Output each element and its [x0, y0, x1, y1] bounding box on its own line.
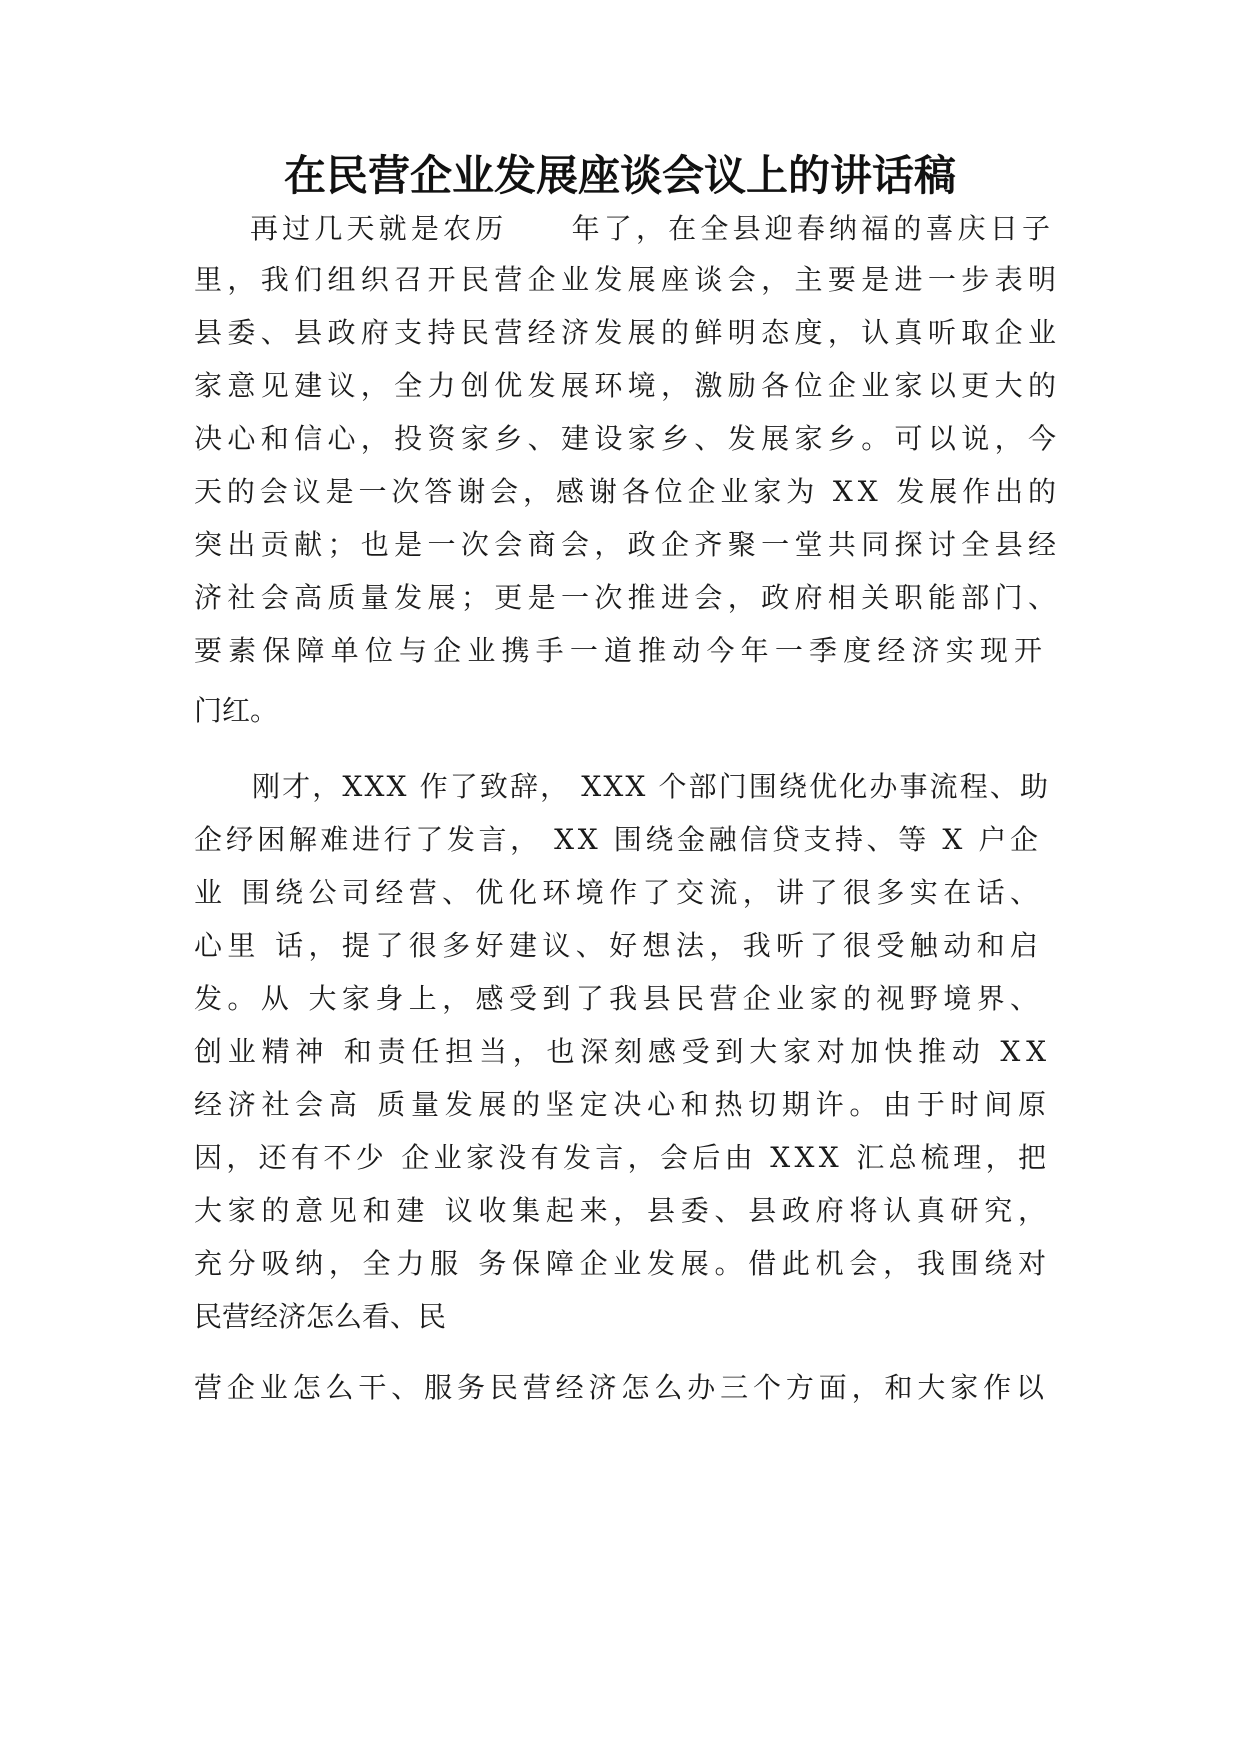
body-line-22: 营企业怎么干、服务民营经济怎么办三个方面，和大家作以	[194, 1371, 1049, 1404]
body-line-19: 大家的意见和建 议收集起来，县委、县政府将认真研究，	[194, 1194, 1052, 1227]
body-line-15: 发。从 大家身上，感受到了我县民营企业家的视野境界、	[194, 982, 1044, 1015]
body-line-7: 突出贡献；也是一次会商会，政企齐聚一堂共同探讨全县经	[194, 528, 1062, 561]
body-line-10: 门红。	[194, 694, 279, 727]
document-title: 在民营企业发展座谈会议上的讲话稿	[283, 151, 956, 200]
body-line-13: 业 围绕公司经营、优化环境作了交流，讲了很多实在话、	[194, 876, 1044, 909]
body-line-18: 因，还有不少 企业家没有发言，会后由 XXX 汇总梳理，把	[194, 1141, 1051, 1174]
body-line-9: 要素保障单位与企业携手一道推动今年一季度经济实现开	[194, 634, 1049, 667]
body-line-20: 充分吸纳，全力服 务保障企业发展。借此机会，我围绕对	[194, 1247, 1052, 1280]
body-line-11: 刚才，XXX 作了致辞， XXX 个部门围绕优化办事流程、助	[252, 770, 1051, 803]
body-line-21: 民营经济怎么看、民	[194, 1300, 447, 1333]
body-line-6: 天的会议是一次答谢会，感谢各位企业家为 XX 发展作出的	[194, 475, 1061, 508]
body-line-14: 心里 话，提了很多好建议、好想法，我听了很受触动和启	[194, 929, 1044, 962]
body-line-4: 家意见建议，全力创优发展环境，激励各位企业家以更大的	[194, 369, 1062, 402]
body-line-12: 企纾困解难进行了发言， XX 围绕金融信贷支持、等 X 户企	[194, 823, 1042, 856]
body-line-16: 创业精神 和责任担当，也深刻感受到大家对加快推动 XX	[194, 1035, 1052, 1068]
body-line-1: 再过几天就是农历 年了，在全县迎春纳福的喜庆日子	[250, 212, 1055, 245]
body-line-17: 经济社会高 质量发展的坚定决心和热切期许。由于时间原	[194, 1088, 1052, 1121]
body-line-3: 县委、县政府支持民营经济发展的鲜明态度，认真听取企业	[194, 316, 1062, 349]
body-line-8: 济社会高质量发展；更是一次推进会，政府相关职能部门、	[194, 581, 1062, 614]
body-line-5: 决心和信心，投资家乡、建设家乡、发展家乡。可以说，今	[194, 422, 1062, 455]
body-line-2: 里，我们组织召开民营企业发展座谈会，主要是进一步表明	[194, 263, 1062, 296]
